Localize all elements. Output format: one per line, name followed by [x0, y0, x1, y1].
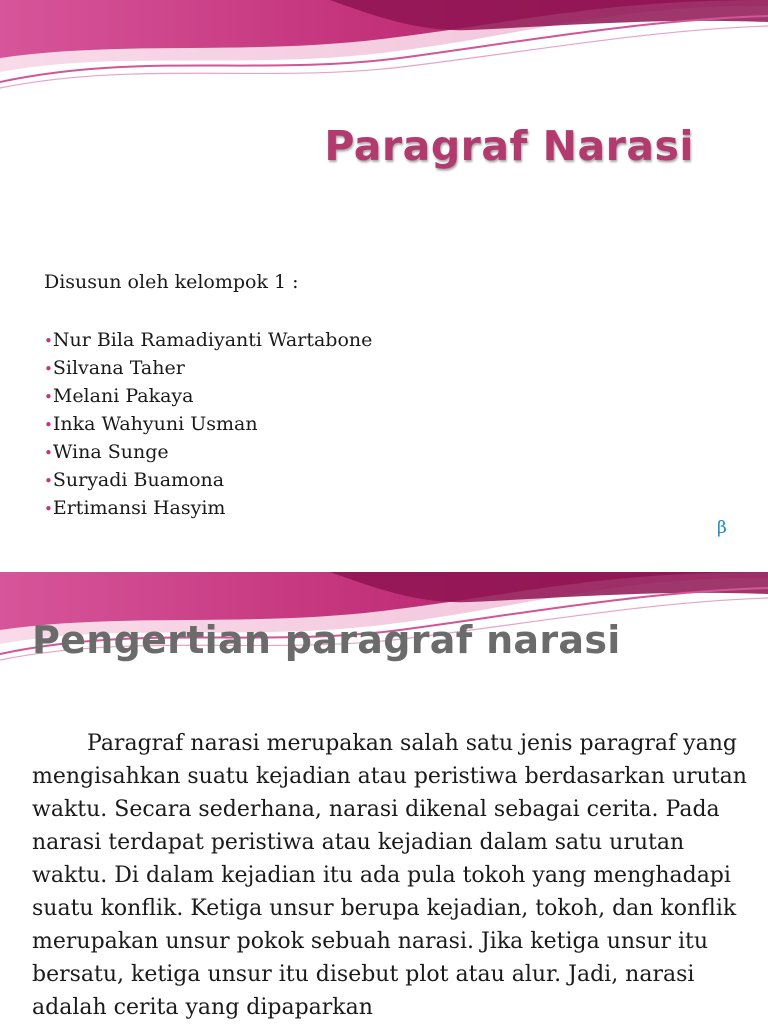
member-name: Nur Bila Ramadiyanti Wartabone — [52, 329, 373, 351]
group-intro-text: Disusun oleh kelompok 1 : — [44, 271, 299, 293]
member-item — [44, 410, 372, 438]
member-item — [44, 326, 372, 354]
member-name: Silvana Taher — [52, 357, 185, 379]
member-item — [44, 382, 372, 410]
bullet-icon: • — [44, 360, 53, 378]
bullet-icon: • — [44, 500, 53, 518]
beta-mark: β — [717, 518, 727, 538]
member-name: Wina Sunge — [52, 441, 169, 463]
member-name: Suryadi Buamona — [52, 469, 225, 491]
section-heading: Pengertian paragraf narasi — [32, 618, 621, 662]
decorative-wave-header — [0, 0, 768, 95]
definition-paragraph: Paragraf narasi merupakan salah satu jenis paragraf yang mengisahkan suatu kejadian atau peristiwa berdasarkan urutan waktu. Secara sederhana, narasi dikenal sebagai cerita. Pada narasi terdapat peristiwa atau kejadian dalam satu urutan waktu. Di dalam kejadian itu ada pula tokoh yang menghadapi suatu konflik. Ketiga unsur berupa kejadian, tokoh, dan konflik merupakan unsur pokok sebuah narasi. Jika ketiga unsur itu bersatu, ketiga unsur itu disebut plot atau alur. Jadi, narasi adalah cerita yang dipaparkan — [32, 731, 747, 1020]
member-item — [44, 494, 372, 522]
bullet-icon: • — [44, 416, 53, 434]
slide-title: Paragraf Narasi — [324, 122, 694, 170]
bullet-icon: • — [44, 472, 53, 490]
definition-slide — [0, 572, 768, 1024]
member-list — [44, 326, 372, 522]
member-item — [44, 438, 372, 466]
member-name: Melani Pakaya — [52, 385, 194, 407]
bullet-icon: • — [44, 444, 53, 462]
member-item — [44, 354, 372, 382]
member-name: Ertimansi Hasyim — [52, 497, 226, 519]
bullet-icon: • — [44, 388, 53, 406]
bullet-icon: • — [44, 332, 53, 350]
member-item — [44, 466, 372, 494]
member-name: Inka Wahyuni Usman — [52, 413, 258, 435]
